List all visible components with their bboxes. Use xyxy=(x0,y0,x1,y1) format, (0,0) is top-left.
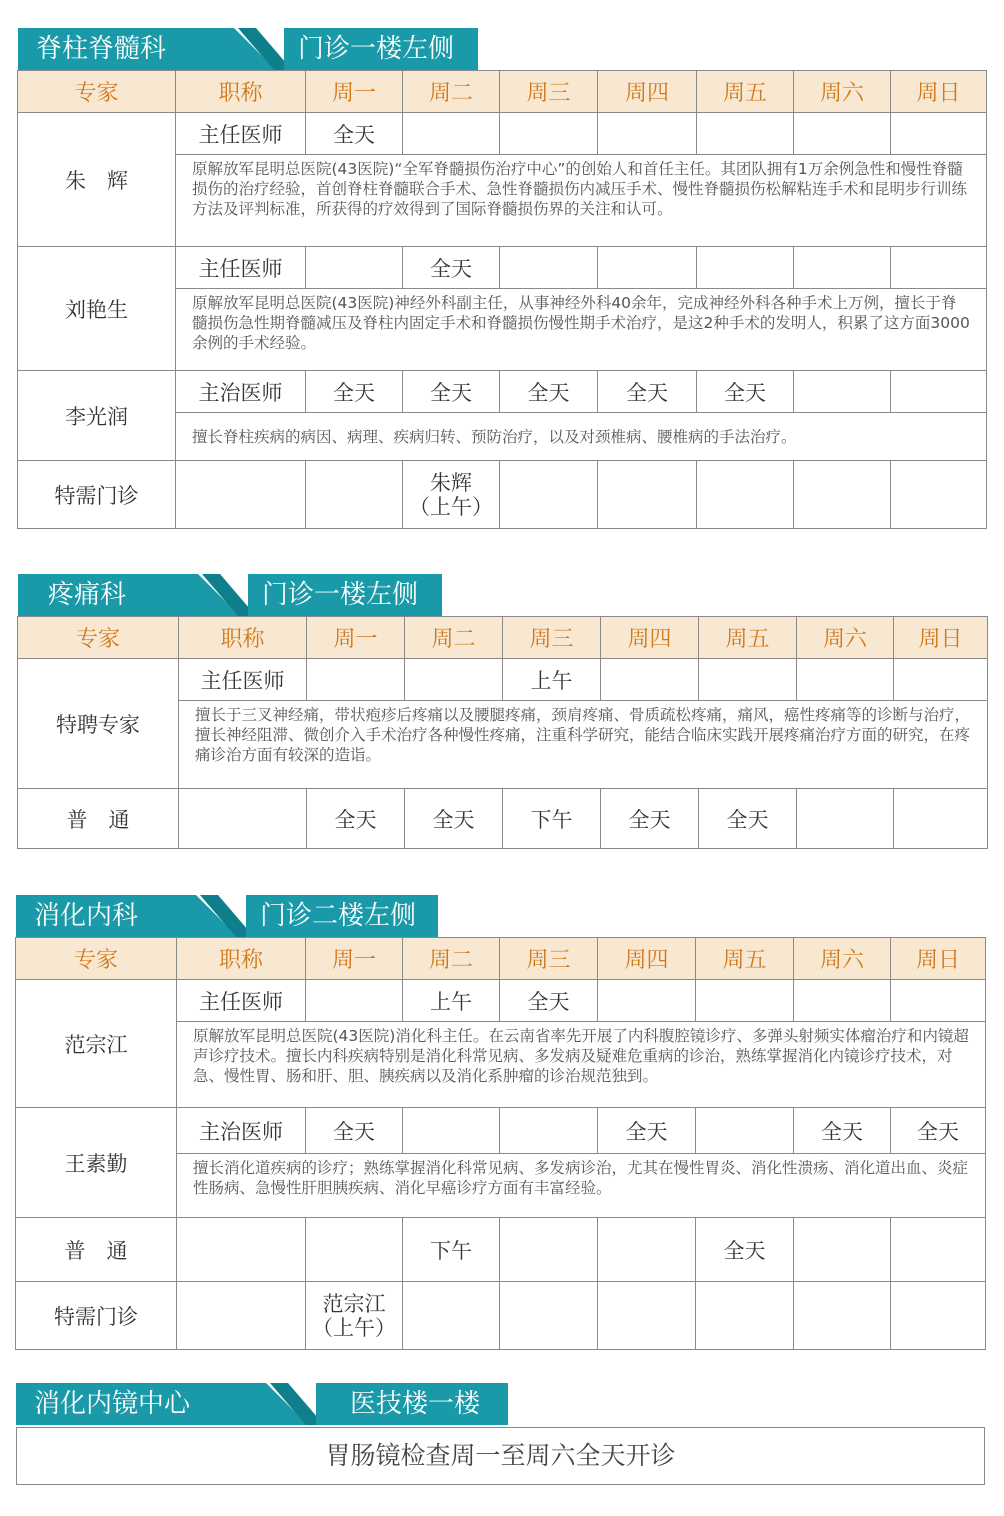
schedule-cell xyxy=(891,371,987,413)
schedule-cell xyxy=(697,113,794,155)
schedule-cell: 全天 xyxy=(500,371,598,413)
gastro-header xyxy=(16,895,438,937)
schedule-cell xyxy=(500,1108,598,1154)
header-day: 周六 xyxy=(794,71,891,113)
expert-name: 朱 辉 xyxy=(18,113,176,247)
doctor-description: 擅长脊柱疾病的病因、病理、疾病归转、预防治疗，以及对颈椎病、腰椎病的手法治疗。 xyxy=(176,413,987,461)
schedule-cell xyxy=(500,247,598,289)
table-row xyxy=(18,461,987,529)
header-day: 周五 xyxy=(697,71,794,113)
table-header-row xyxy=(18,71,987,113)
pain-schedule-table xyxy=(17,616,988,849)
gastro-schedule-table xyxy=(15,937,986,1350)
schedule-cell xyxy=(307,659,405,701)
header-day: 周三 xyxy=(503,617,601,659)
schedule-cell: 上午 xyxy=(403,980,500,1022)
schedule-cell xyxy=(601,659,699,701)
schedule-cell: 全天 xyxy=(891,1108,986,1154)
spine-schedule-table xyxy=(17,70,987,529)
header-day: 周四 xyxy=(601,617,699,659)
schedule-cell: 下午 xyxy=(403,1218,500,1282)
schedule-cell xyxy=(696,980,794,1022)
schedule-cell xyxy=(794,461,891,529)
schedule-cell xyxy=(500,1282,598,1350)
table-row xyxy=(18,113,987,155)
doctor-title: 主任医师 xyxy=(176,113,306,155)
special-clinic-label: 特需门诊 xyxy=(18,461,176,529)
schedule-cell: 全天 xyxy=(699,789,797,849)
pain-header xyxy=(18,574,442,616)
header-title: 职称 xyxy=(176,71,306,113)
doctor-title: 主任医师 xyxy=(179,659,307,701)
table-header-row xyxy=(16,938,986,980)
schedule-cell xyxy=(598,247,697,289)
expert-name: 李光润 xyxy=(18,371,176,461)
schedule-cell: 范宗江 （上午） xyxy=(306,1282,403,1350)
schedule-cell xyxy=(306,247,403,289)
schedule-cell xyxy=(598,1218,696,1282)
schedule-cell xyxy=(500,1218,598,1282)
table-row xyxy=(16,1218,986,1282)
schedule-cell xyxy=(500,113,598,155)
schedule-cell xyxy=(699,659,797,701)
schedule-cell: 全天 xyxy=(794,1108,891,1154)
general-clinic-label: 普 通 xyxy=(16,1218,177,1282)
doctor-title: 主治医师 xyxy=(177,1108,306,1154)
header-day: 周日 xyxy=(894,617,988,659)
doctor-title: 主任医师 xyxy=(177,980,306,1022)
header-day: 周三 xyxy=(500,71,598,113)
schedule-cell xyxy=(177,1282,306,1350)
header-day: 周四 xyxy=(598,71,697,113)
gastro-dept-name: 消化内科 xyxy=(34,901,139,931)
table-row xyxy=(18,789,988,849)
divider-slash-icon xyxy=(216,28,292,70)
expert-name: 范宗江 xyxy=(16,980,177,1108)
schedule-cell: 全天 xyxy=(403,247,500,289)
gastro-dept-tab xyxy=(16,895,178,937)
header-day: 周一 xyxy=(307,617,405,659)
header-day: 周一 xyxy=(306,938,403,980)
schedule-cell xyxy=(797,659,894,701)
schedule-cell xyxy=(696,1108,794,1154)
schedule-cell xyxy=(403,113,500,155)
pain-dept-name: 疼痛科 xyxy=(48,580,127,610)
header-title: 职称 xyxy=(179,617,307,659)
schedule-cell: 下午 xyxy=(503,789,601,849)
gastro-location: 门诊二楼左侧 xyxy=(260,901,417,931)
header-day: 周日 xyxy=(891,938,986,980)
schedule-cell: 全天 xyxy=(697,371,794,413)
general-clinic-label: 普 通 xyxy=(18,789,179,849)
endoscopy-note-box xyxy=(16,1427,985,1485)
table-row xyxy=(18,247,987,289)
schedule-cell xyxy=(405,659,503,701)
divider-slash-icon xyxy=(178,895,254,937)
spine-dept-name: 脊柱脊髓科 xyxy=(36,34,167,64)
pain-dept-tab xyxy=(18,574,180,616)
header-day: 周六 xyxy=(794,938,891,980)
schedule-cell xyxy=(403,1282,500,1350)
schedule-cell: 全天 xyxy=(306,113,403,155)
schedule-cell: 全天 xyxy=(696,1218,794,1282)
schedule-cell xyxy=(500,461,598,529)
table-row xyxy=(16,1108,986,1154)
doctor-description: 擅长于三叉神经痛，带状疱疹后疼痛以及腰腿疼痛，颈肩疼痛、骨质疏松疼痛，痛风，癌性疼痛等的诊断与治疗，擅长神经阻滞、微创介入手术治疗各种慢性疼痛，注重科学研究，能结合临床实践开展疼痛治疗方面的研究，在疼痛诊治方面有较深的造诣。 xyxy=(179,701,988,789)
schedule-cell xyxy=(794,1282,891,1350)
doctor-description: 原解放军昆明总医院(43医院)“全军脊髓损伤治疗中心”的创始人和首任主任。其团队拥有1万余例急性和慢性脊髓损伤的治疗经验，首创脊柱脊髓联合手术、急性脊髓损伤内减压手术、慢性脊髓损伤松解粘连手术和昆明步行训练方法及评判标准，所获得的疗效得到了国际脊髓损伤界的关注和认可。 xyxy=(176,155,987,247)
schedule-cell xyxy=(894,659,988,701)
schedule-cell xyxy=(794,113,891,155)
header-day: 周六 xyxy=(797,617,894,659)
schedule-cell xyxy=(794,247,891,289)
header-day: 周五 xyxy=(696,938,794,980)
special-clinic-label: 特需门诊 xyxy=(16,1282,177,1350)
schedule-cell xyxy=(177,1218,306,1282)
header-day: 周日 xyxy=(891,71,987,113)
schedule-cell xyxy=(891,113,987,155)
table-header-row xyxy=(18,617,988,659)
schedule-cell xyxy=(891,1282,986,1350)
schedule-cell xyxy=(794,371,891,413)
endoscopy-header xyxy=(16,1383,508,1425)
header-day: 周四 xyxy=(598,938,696,980)
doctor-title: 主任医师 xyxy=(176,247,306,289)
schedule-cell: 全天 xyxy=(403,371,500,413)
spine-header xyxy=(18,28,478,70)
header-day: 周五 xyxy=(699,617,797,659)
header-day: 周一 xyxy=(306,71,403,113)
pain-location-tab xyxy=(248,574,442,616)
schedule-cell xyxy=(794,1218,891,1282)
schedule-cell xyxy=(176,461,306,529)
endoscopy-note: 胃肠镜检查周一至周六全天开诊 xyxy=(325,1441,676,1470)
gastro-location-tab xyxy=(246,895,438,937)
endoscopy-dept-name: 消化内镜中心 xyxy=(34,1389,191,1419)
header-expert: 专家 xyxy=(18,71,176,113)
table-row xyxy=(16,1282,986,1350)
expert-name: 刘艳生 xyxy=(18,247,176,371)
spine-dept-tab xyxy=(18,28,216,70)
schedule-cell: 全天 xyxy=(307,789,405,849)
schedule-cell xyxy=(598,461,697,529)
endoscopy-location-tab xyxy=(316,1383,508,1425)
schedule-cell xyxy=(697,247,794,289)
spine-location-tab xyxy=(284,28,478,70)
table-row xyxy=(18,659,988,701)
divider-slash-icon xyxy=(248,1383,324,1425)
divider-slash-icon xyxy=(180,574,256,616)
pain-location: 门诊一楼左侧 xyxy=(262,580,419,610)
schedule-cell xyxy=(306,980,403,1022)
schedule-cell xyxy=(894,789,988,849)
schedule-cell: 全天 xyxy=(598,371,697,413)
schedule-cell xyxy=(891,1218,986,1282)
header-day: 周二 xyxy=(403,71,500,113)
schedule-cell: 全天 xyxy=(601,789,699,849)
schedule-cell: 上午 xyxy=(503,659,601,701)
endoscopy-dept-tab xyxy=(16,1383,248,1425)
table-row xyxy=(18,371,987,413)
schedule-cell xyxy=(403,1108,500,1154)
doctor-title: 主治医师 xyxy=(176,371,306,413)
schedule-cell: 全天 xyxy=(405,789,503,849)
schedule-cell xyxy=(598,113,697,155)
schedule-cell xyxy=(797,789,894,849)
header-day: 周二 xyxy=(403,938,500,980)
header-day: 周三 xyxy=(500,938,598,980)
schedule-cell xyxy=(794,980,891,1022)
doctor-description: 擅长消化道疾病的诊疗；熟练掌握消化科常见病、多发病诊治，尤其在慢性胃炎、消化性溃疡、消化道出血、炎症性肠病、急慢性肝胆胰疾病、消化早癌诊疗方面有丰富经验。 xyxy=(177,1154,986,1218)
doctor-description: 原解放军昆明总医院(43医院)消化科主任。在云南省率先开展了内科腹腔镜诊疗、多弹头射频实体瘤治疗和内镜超声诊疗技术。擅长内科疾病特别是消化科常见病、多发病及疑难危重病的诊治，熟练掌握消化内镜诊疗技术，对急、慢性胃、肠和肝、胆、胰疾病以及消化系肿瘤的诊治规范独到。 xyxy=(177,1022,986,1108)
expert-name: 特聘专家 xyxy=(18,659,179,789)
schedule-cell: 全天 xyxy=(306,1108,403,1154)
schedule-cell xyxy=(891,247,987,289)
header-day: 周二 xyxy=(405,617,503,659)
schedule-cell xyxy=(598,1282,696,1350)
schedule-cell: 全天 xyxy=(500,980,598,1022)
header-expert: 专家 xyxy=(18,617,179,659)
schedule-cell xyxy=(179,789,307,849)
schedule-cell xyxy=(697,461,794,529)
schedule-cell: 全天 xyxy=(306,371,403,413)
schedule-cell xyxy=(891,461,987,529)
schedule-cell xyxy=(306,1218,403,1282)
schedule-cell xyxy=(696,1282,794,1350)
expert-name: 王素勤 xyxy=(16,1108,177,1218)
schedule-cell xyxy=(598,980,696,1022)
endoscopy-location: 医技楼一楼 xyxy=(350,1389,481,1419)
schedule-cell xyxy=(306,461,403,529)
schedule-cell: 朱辉 （上午） xyxy=(403,461,500,529)
schedule-cell: 全天 xyxy=(598,1108,696,1154)
schedule-cell xyxy=(891,980,986,1022)
table-row xyxy=(16,980,986,1022)
header-title: 职称 xyxy=(177,938,306,980)
doctor-description: 原解放军昆明总医院(43医院)神经外科副主任，从事神经外科40余年，完成神经外科各种手术上万例，擅长于脊髓损伤急性期脊髓减压及脊柱内固定手术和脊髓损伤慢性期手术治疗，是这2种手术的发明人，积累了这方面3000余例的手术经验。 xyxy=(176,289,987,371)
spine-location: 门诊一楼左侧 xyxy=(298,34,455,64)
header-expert: 专家 xyxy=(16,938,177,980)
